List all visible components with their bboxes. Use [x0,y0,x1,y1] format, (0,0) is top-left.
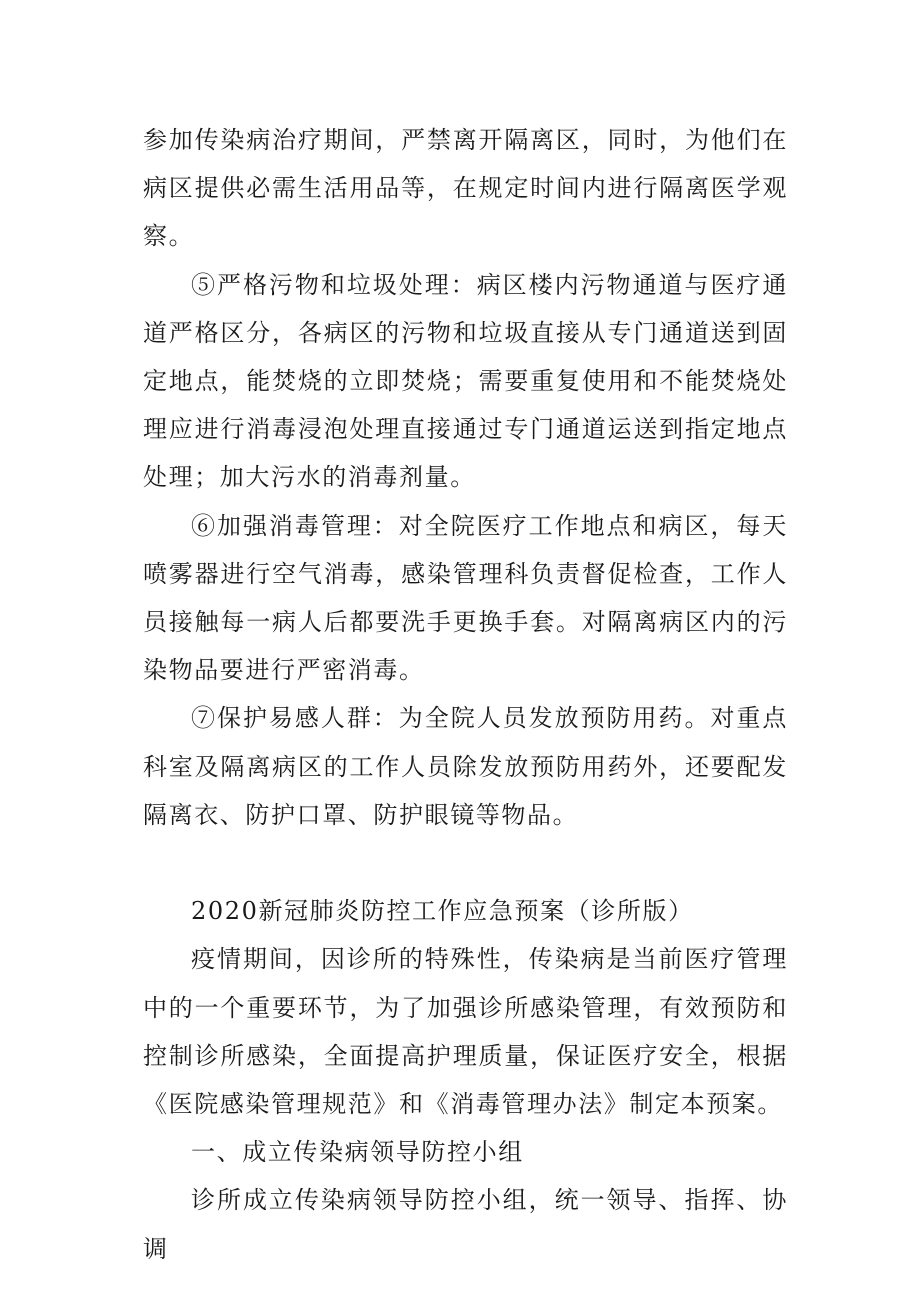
section-heading-1: 一、成立传染病领导防控小组 [191,1138,524,1167]
paragraph-4: ⑦保护易感人群：为全院人员发放预防用药。对重点科室及隔离病区的工作人员除发放预防用药外，还要配发隔离衣、防护口罩、防护眼镜等物品。 [143,704,788,829]
section-paragraph-1: 疫情期间，因诊所的特殊性，传染病是当前医疗管理中的一个重要环节，为了加强诊所感染管理，有效预防和控制诊所感染，全面提高护理质量，保证医疗安全，根据《医院感染管理规范》和《消毒管理办法》制定本预案。 [143,945,788,1119]
section-paragraph-2: 诊所成立传染病领导防控小组，统一领导、指挥、协调 [143,1186,788,1263]
document-body [143,116,788,1273]
section-spacer [143,839,788,887]
paragraph-3: ⑥加强消毒管理：对全院医疗工作地点和病区，每天喷雾器进行空气消毒，感染管理科负责督促检查，工作人员接触每一病人后都要洗手更换手套。对隔离病区内的污染物品要进行严密消毒。 [143,511,788,685]
paragraph-2: ⑤严格污物和垃圾处理：病区楼内污物通道与医疗通道严格区分，各病区的污物和垃圾直接从专门通道送到固定地点，能焚烧的立即焚烧；需要重复使用和不能焚烧处理应进行消毒浸泡处理直接通过专门通道运送到指定地点处理；加大污水的消毒剂量。 [143,270,788,492]
section-title: 2020新冠肺炎防控工作应急预案（诊所版） [191,897,694,926]
paragraph-1: 参加传染病治疗期间，严禁离开隔离区，同时，为他们在病区提供必需生活用品等，在规定时间内进行隔离医学观察。 [143,126,788,251]
